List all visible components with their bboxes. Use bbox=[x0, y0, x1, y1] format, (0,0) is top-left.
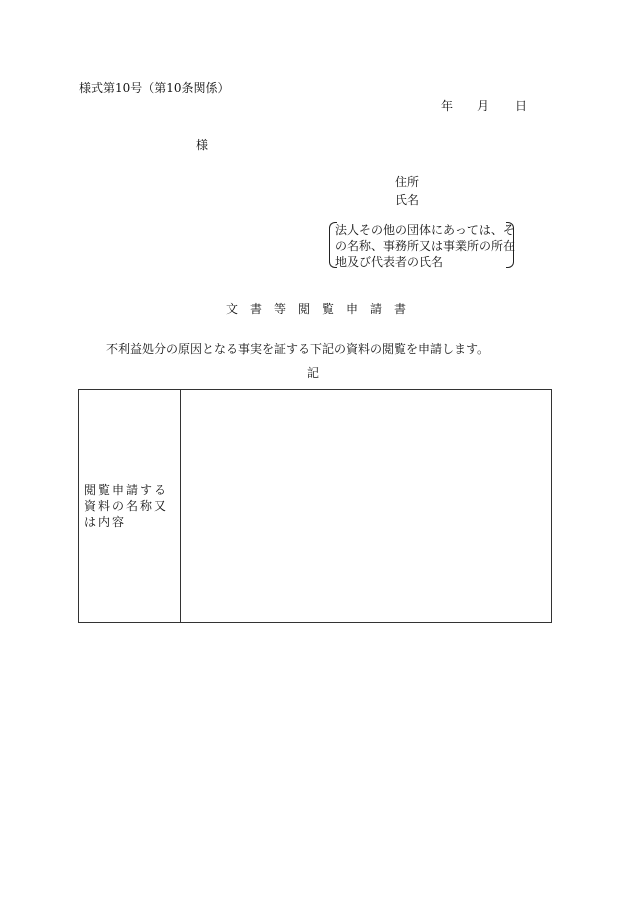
request-statement: 不利益処分の原因となる事実を証する下記の資料の閲覧を申請します。 bbox=[106, 342, 490, 356]
corporate-note bbox=[330, 222, 516, 269]
material-content-field[interactable] bbox=[181, 390, 552, 623]
note-line: 法人その他の団体にあっては、そ bbox=[335, 223, 515, 237]
date-day-label: 日 bbox=[515, 99, 528, 113]
label-cell bbox=[79, 390, 181, 623]
material-name-label: 閲覧申請する資料の名称又は内容 bbox=[84, 483, 169, 529]
addressee-suffix: 様 bbox=[196, 138, 209, 152]
request-table bbox=[78, 389, 552, 623]
form-number: 様式第10号（第10条関係） bbox=[79, 81, 230, 95]
document-title: 文書等閲覧申請書 bbox=[226, 302, 419, 316]
date-year-label: 年 bbox=[441, 99, 454, 113]
date-line bbox=[441, 100, 527, 112]
name-label: 氏名 bbox=[395, 193, 420, 207]
date-month-label: 月 bbox=[477, 99, 490, 113]
note-line: 地及び代表者の氏名 bbox=[335, 255, 444, 269]
table-row bbox=[79, 390, 552, 623]
address-label: 住所 bbox=[395, 175, 420, 189]
ki-heading: 記 bbox=[307, 366, 320, 380]
note-line: の名称、事務所又は事業所の所在 bbox=[335, 239, 516, 253]
